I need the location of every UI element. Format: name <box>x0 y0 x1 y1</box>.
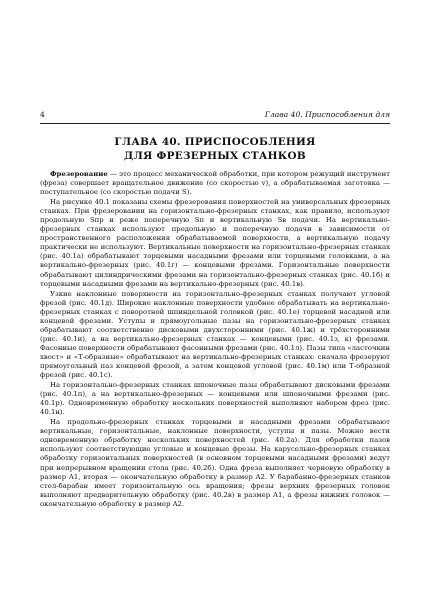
page-number: 4 <box>40 110 45 119</box>
paragraph-text: На продольно-фрезерных станках торцевыми и насадными фрезами обрабатывают вертикальные, горизонтальные, наклонные поверхности, уступы и пазы. Можно вести одновременную обработку нескольких поверхностей (рис. 40.2а). Для обработки пазов используют соответствующие угловые и концевые фрезы. На карусельно-фрезерных станках обработку горизонтальных поверхностей (в основном торцевыми насадными фрезами) ведут при непрерывном вращении стола (рис. 40.2б). Одна фреза выполняет черновую обработку в размер A1, вторая — окончательную обработку в размер A2. У барабанно-фрезерных станков стол-барабан имеет горизонтальную ось вращения; фрезы верхних фрезерных головок выполняют предварительную обработку (рис. 40.2в) в размер A1, а фрезы нижних головок — окончательную обработку в размер A2. <box>40 418 390 508</box>
page-header <box>40 110 390 124</box>
body-text <box>40 170 390 509</box>
paragraph-text: — это процесс механической обработки, при котором режущий инструмент (фреза) совершает вращательное движение (со скоростью v), а обрабатываемая заготовка — поступательное (со скоростью подачи S). <box>40 170 390 197</box>
paragraph-term: Фрезерование <box>50 170 108 178</box>
paragraph-text: Узкие наклонные поверхности на горизонтально-фрезерных станках получают угловой фрезой (рис. 40.1д). Широкие наклонные поверхности удобнее обрабатывать на вертикально-фрезерных станках с поворотной шпиндельной головкой (рис. 40.1е) торцевой насадной или концевой фрезами. Уступы и прямоугольные пазы на горизонтально-фрезерных станках обрабатывают соответственно дисковыми двухсторонними (рис. 40.1ж) и трёхсторонними (рис. 40.1и), а на вертикально-фрезерных станках — концевыми (рис. 40.1з, к) фрезами. Фасонные поверхности обрабатывают фасонными фрезами (рис. 40.1л). Пазы типа «ласточкин хвост» и «Т-образные» обрабатывают на вертикально-фрезерных станках: сначала фрезеруют прямоугольный паз концевой фрезой, а затем концевой угловой (рис. 40.1м) или Т-образной фрезой (рис. 40.1с). <box>40 289 390 380</box>
chapter-title-line-1: ГЛАВА 40. ПРИСПОСОБЛЕНИЯ <box>114 136 316 148</box>
paragraph-text: На горизонтально-фрезерных станках шпоночные пазы обрабатывают дисковыми фрезами (рис. 40.1п), а на вертикально-фрезерных — концевыми или шпоночными фрезами (рис. 40.1р). Одновременную обработку нескольких поверхностей выполняют набором фрез (рис. 40.1н). <box>40 381 390 417</box>
paragraph <box>40 170 390 197</box>
paragraph-text: На рисунке 40.1 показаны схемы фрезерования поверхностей на универсальных фрезерных станках. При фрезеровании на горизонтально-фрезерных станках, как правило, используют продольную Sпр и реже поперечную Sп и вертикальную Sв подачи. На вертикально-фрезерных станках используют продольную и поперечную подачи в зависимости от пространственного расположения обрабатываемой поверхности, а вертикальную подачу практически не используют. Вертикальные поверхности на горизонтально-фрезерных станках (рис. 40.1а) обрабатывают торцевыми насадными фрезами или торцевыми головками, а на вертикально-фрезерных (рис. 40.1г) — концевыми фрезами. Горизонтальные поверхности обрабатывают цилиндрическими фрезами на горизонтально-фрезерных станках (рис. 40.1б) и торцевыми насадными фрезами на вертикально-фрезерных (рис. 40.1в). <box>40 198 390 288</box>
chapter-title <box>40 135 390 163</box>
chapter-title-line-2: ДЛЯ ФРЕЗЕРНЫХ СТАНКОВ <box>124 150 306 162</box>
paragraph <box>40 381 390 417</box>
header-rule <box>40 123 390 124</box>
paragraph <box>40 418 390 508</box>
paragraph <box>40 290 390 380</box>
paragraph <box>40 198 390 288</box>
running-title: Глава 40. Приспособления для <box>264 110 390 119</box>
